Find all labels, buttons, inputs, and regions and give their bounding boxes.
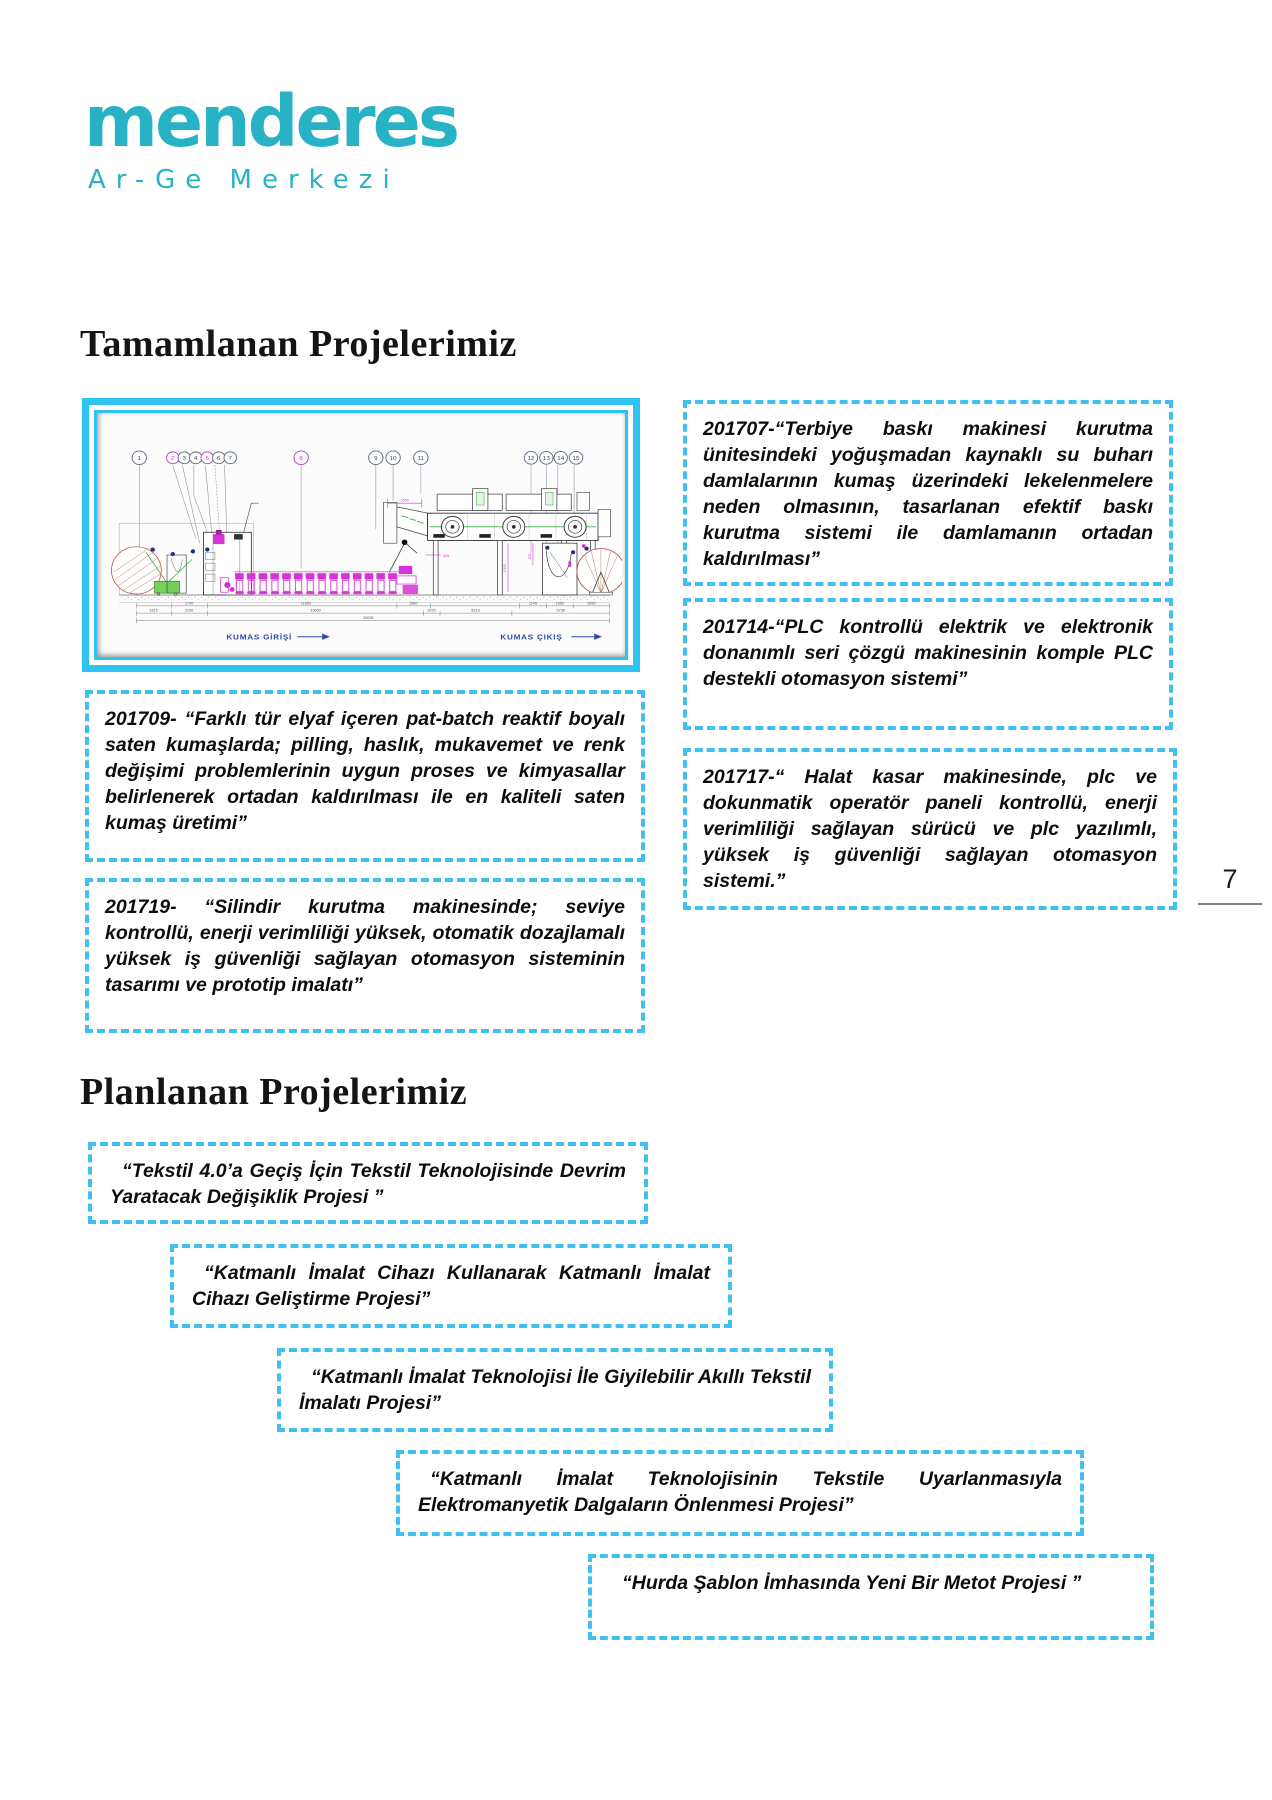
- dim-5219: 5219: [471, 608, 480, 613]
- dim-345: 345: [442, 553, 450, 558]
- planned-projects-title: Planlanan Projelerimiz: [80, 1071, 468, 1113]
- dim-2150: 2150: [184, 608, 194, 613]
- fabric-out-arrow-icon: [594, 634, 602, 640]
- callout-15: 15: [572, 456, 580, 462]
- fabric-flow-labels: [226, 633, 601, 642]
- callout-13: 13: [542, 456, 550, 462]
- machine-diagram-svg: [100, 416, 622, 654]
- callout-11: 11: [417, 456, 425, 462]
- callout-14: 14: [557, 456, 565, 462]
- callout-1: 1: [137, 456, 142, 462]
- logo-subtitle: Ar-Ge Merkezi: [88, 165, 400, 195]
- dim-1500: 1500: [400, 498, 409, 503]
- dim-2650: 2650: [587, 601, 596, 606]
- callout-6: 6: [217, 456, 221, 462]
- dim-185: 185: [527, 553, 533, 560]
- dim-1550: 1550: [555, 601, 564, 606]
- callout-8: 8: [299, 456, 303, 462]
- callout-10: 10: [389, 456, 397, 462]
- planned-box-katmanli-cihaz: “Katmanlı İmalat Cihazı Kullanarak Katmanlı İmalat Cihazı Geliştirme Projesi”: [170, 1244, 732, 1328]
- project-box-201709: 201709- “Farklı tür elyaf içeren pat-batch reaktif boyalı saten kumaşlarda; pilling, haslık, mukavemet ve renk değişimi problemlerinin uygun proses ve kimyasallar belirlenerek ortadan kaldırılması ile en kaliteli saten kumaş üretimi”: [85, 690, 645, 862]
- project-box-201717: 201717-“ Halat kasar makinesinde, plc ve dokunmatik operatör paneli kontrollü, enerji verimliliği sağlayan sürücü ve plc yazılımlı, yüksek iş güvenliği sağlayan otomasyon sistemi.”: [683, 748, 1177, 910]
- dimension-annotations: [136, 602, 609, 624]
- dim-1815: 1815: [149, 608, 158, 613]
- machine-drawing: [94, 410, 628, 660]
- planned-box-elektromanyetik: “Katmanlı İmalat Teknolojisinin Tekstile Uyarlanmasıyla Elektromanyetik Dalgaların Önlenmesi Projesi”: [396, 1450, 1084, 1536]
- dim-5735: 5735: [556, 608, 565, 613]
- machine-drawing-frame: [82, 398, 640, 672]
- dim-11650: 11650: [300, 601, 312, 606]
- dim-1580: 1580: [408, 601, 418, 606]
- planned-box-hurda-sablon: “Hurda Şablon İmhasında Yeni Bir Metot Projesi ”: [588, 1554, 1154, 1640]
- completed-projects-title: Tamamlanan Projelerimiz: [80, 323, 517, 365]
- callout-7: 7: [228, 456, 232, 462]
- dim-13000: 13000: [310, 608, 321, 613]
- dim-1340: 1340: [503, 564, 508, 573]
- dim-1025: 1025: [427, 608, 436, 613]
- callout-3: 3: [182, 456, 187, 462]
- planned-box-giyilebilir-tekstil: “Katmanlı İmalat Teknolojisi İle Giyilebilir Akıllı Tekstil İmalatı Projesi”: [277, 1348, 833, 1432]
- project-box-201714: 201714-“PLC kontrollü elektrik ve elektronik donanımlı seri çözgü makinesinin komple PLC destekli otomasyon sistemi”: [683, 598, 1173, 730]
- callout-9: 9: [374, 456, 378, 462]
- fabric-in-label: KUMAS GİRİŞİ: [226, 632, 293, 642]
- fabric-in-arrow-icon: [322, 634, 330, 640]
- fabric-out-label: KUMAS ÇIKIŞ: [500, 632, 563, 642]
- callout-4: 4: [194, 456, 198, 462]
- planned-box-tekstil-4-0: “Tekstil 4.0’a Geçiş İçin Tekstil Teknolojisinde Devrim Yaratacak Değişiklik Projesi ”: [88, 1142, 648, 1224]
- dim-1700: 1700: [184, 601, 194, 606]
- dim-20035: 20035: [362, 616, 374, 620]
- project-box-201719: 201719- “Silindir kurutma makinesinde; seviye kontrollü, enerji verimliliği yüksek, otomatik dozajlamalı yüksek iş güvenliği sağlayan otomasyon sisteminin tasarımı ve prototip imalatı”: [85, 878, 645, 1033]
- callout-5: 5: [205, 456, 210, 462]
- fabric-roll-left: [111, 547, 195, 596]
- fabric-roll-right: [577, 547, 622, 595]
- pat-batch-conveyor: [226, 570, 402, 595]
- callout-12: 12: [527, 456, 535, 462]
- callout-2: 2: [171, 456, 175, 462]
- menderes-logo: [84, 80, 458, 195]
- page-number: 7: [1198, 864, 1262, 905]
- dim-1145: 1145: [528, 601, 538, 606]
- project-box-201707: 201707-“Terbiye baskı makinesi kurutma ünitesindeki yoğuşmadan kaynaklı su buharı damlalarının kumaş üzerindeki lekelenmelere neden olmasının, tasarlanan efektif baskı kurutma sistemi ile damlamanın ortadan kaldırılması”: [683, 400, 1173, 586]
- callout-circles: [132, 451, 583, 465]
- logo-wordmark: menderes: [84, 80, 458, 163]
